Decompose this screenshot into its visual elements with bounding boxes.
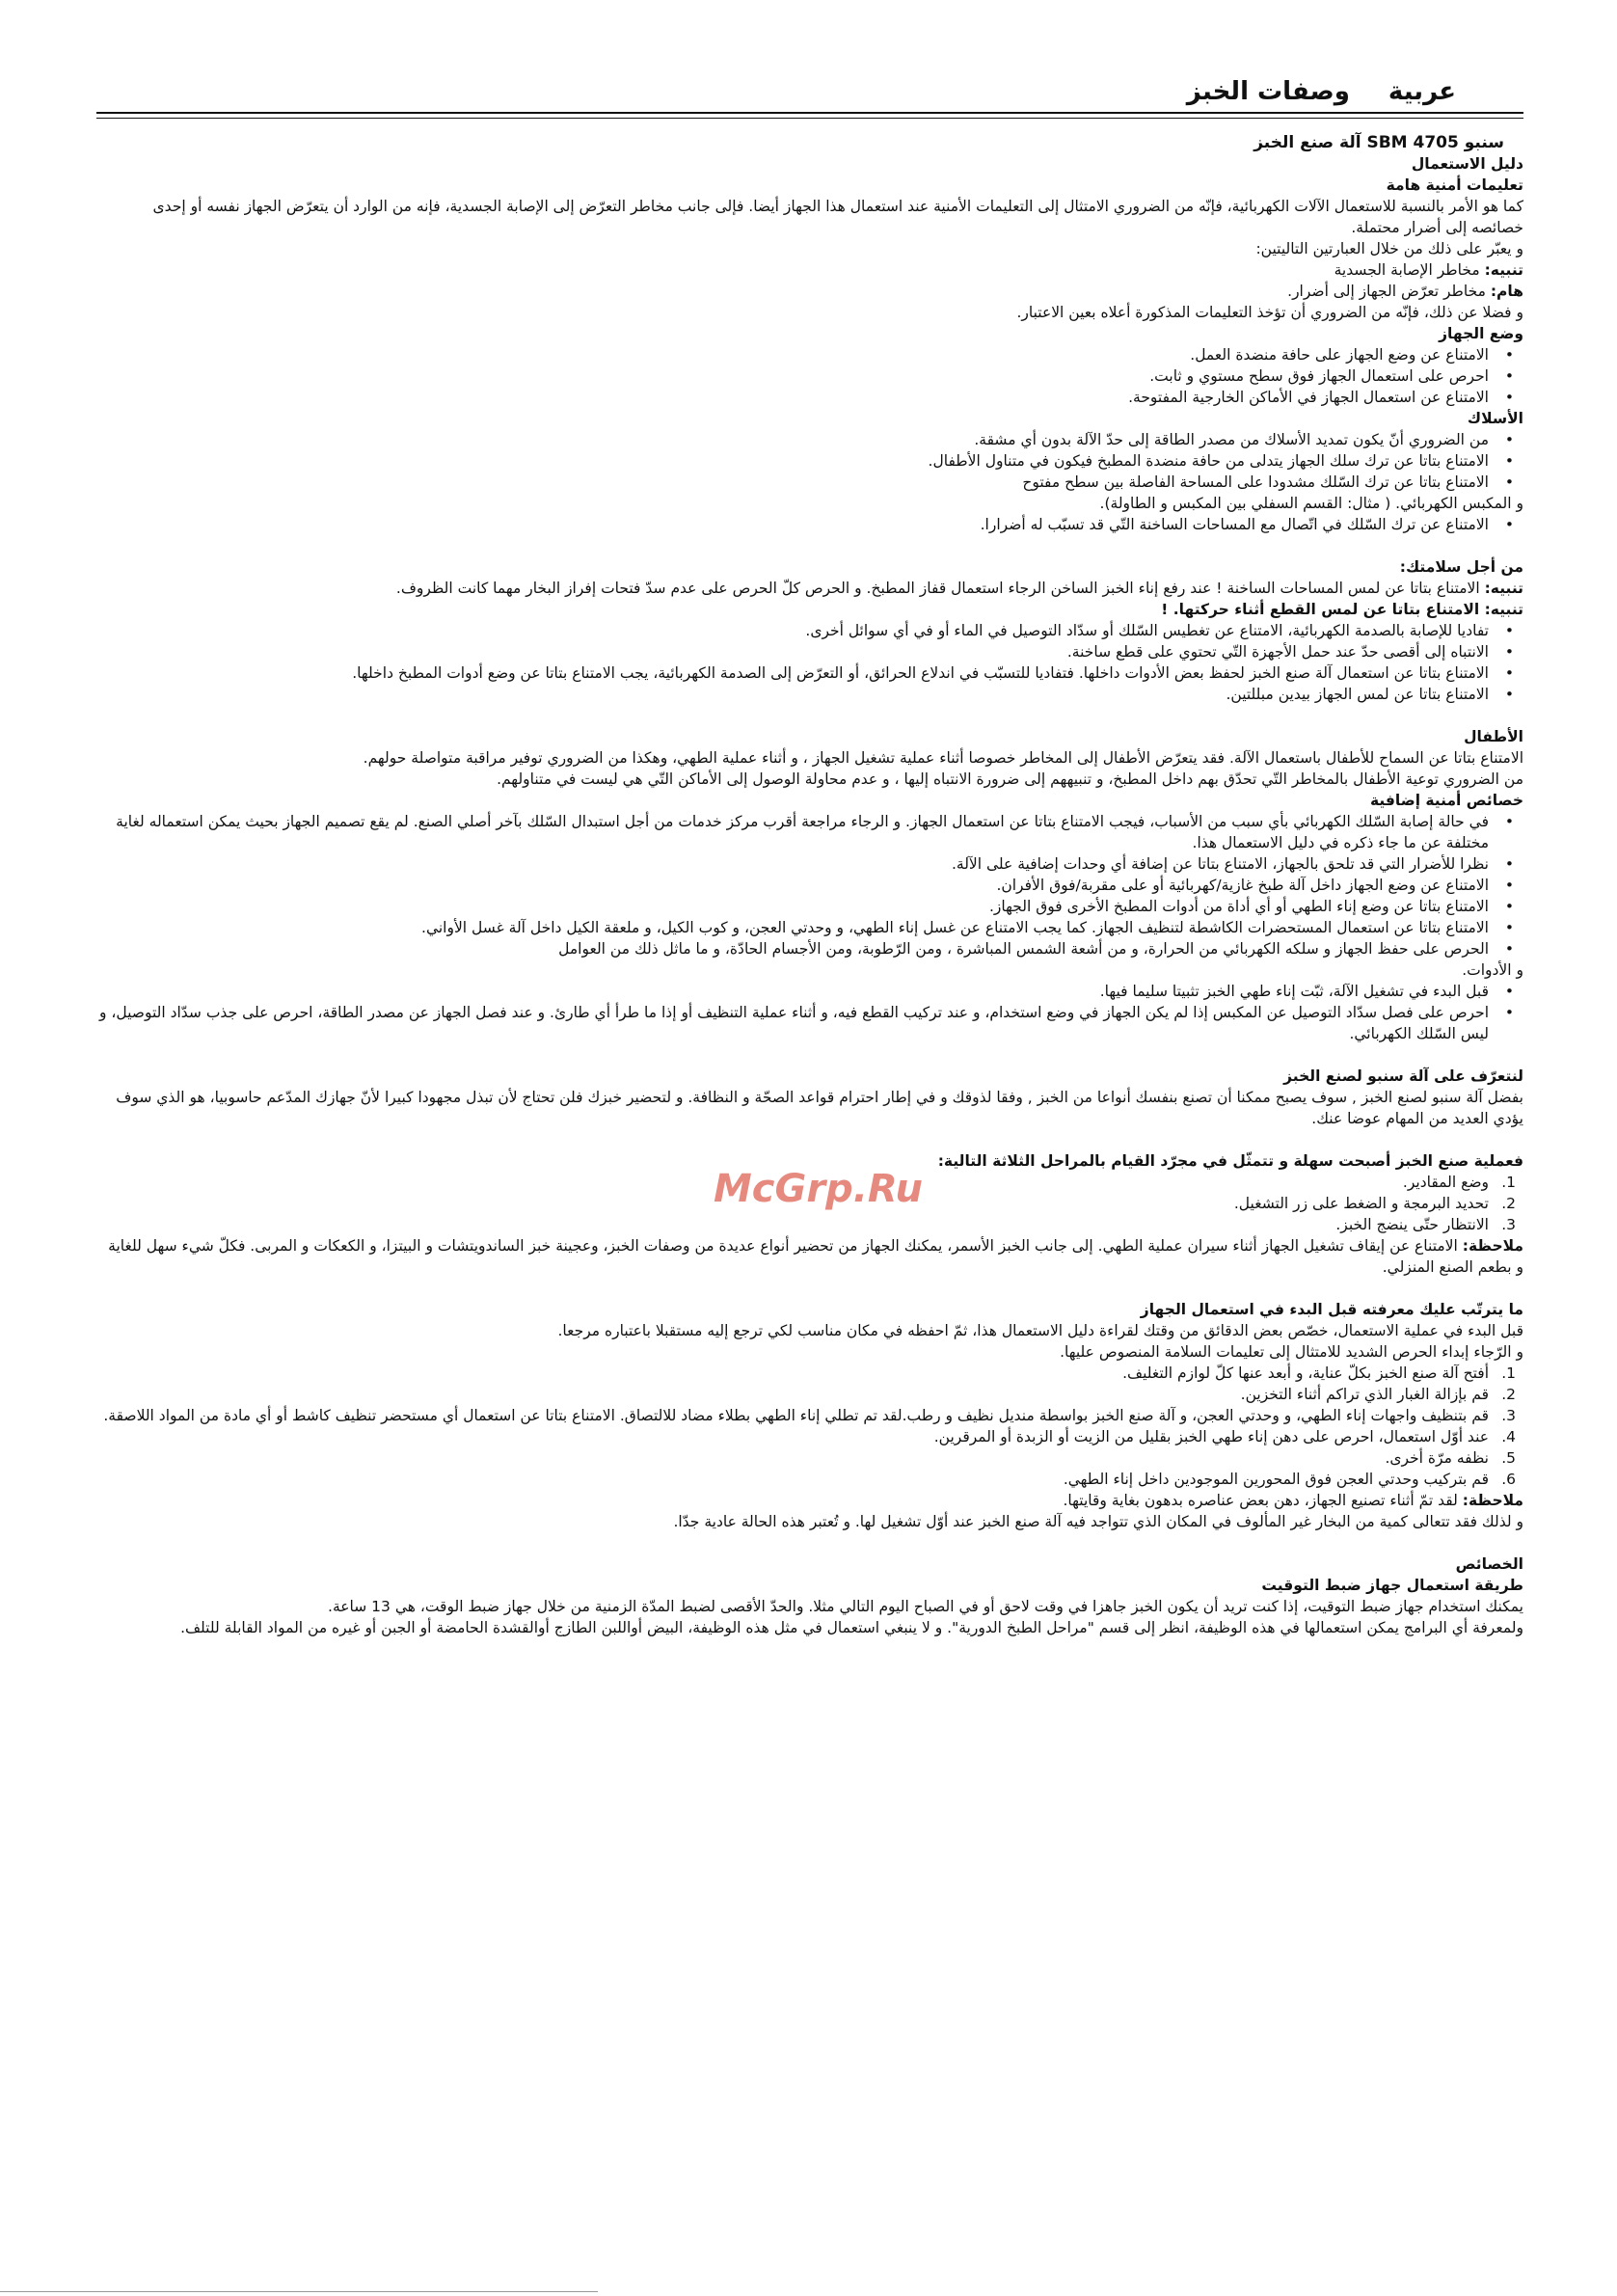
list-item: • الامتناع عن ترك السّلك في اتّصال مع المساحات الساخنة التّي قد تسبّب له أضرارا. — [96, 514, 1489, 535]
step-number: 3. — [1501, 1216, 1516, 1233]
step-text: وضع المقادير. — [1402, 1174, 1489, 1191]
list-item: • الامتناع بتاتا عن وضع إناء الطهي أو أي أداة من أدوات المطبخ الأخرى فوق الجهاز. — [96, 896, 1489, 917]
features-subtitle: طريقة استعمال جهاز ضبط التوقيت — [1261, 1577, 1523, 1594]
warning-line — [96, 578, 1523, 599]
step-number: 4. — [1501, 1428, 1516, 1445]
list-item — [96, 1426, 1516, 1447]
extra-list-2 — [96, 981, 1523, 1044]
important-line — [96, 281, 1523, 302]
features-paragraph: يمكنك استخدام جهاز ضبط التوقيت، إذا كنت تريد أن يكون الخبز جاهزا في وقت لاحق أو في الصباح اليوم التالي مثلا. والحدّ الأقصى لضبط المدّة الزمنية من خلال جهاز ضبط الوقت، هي 13 ساعة. — [328, 1598, 1523, 1615]
list-item: • الحرص على حفظ الجهاز و سلكه الكهربائي من الحرارة، و من أشعة الشمس المباشرة ، ومن الرّطوبة، ومن الأجسام الحادّة، و ما ماثل ذلك من العوامل — [96, 938, 1489, 959]
warning-line — [96, 599, 1523, 620]
placement-title: وضع الجهاز — [1439, 325, 1523, 342]
step-text: تحديد البرمجة و الضغط على زر التشغيل. — [1233, 1195, 1489, 1212]
step-number: 3. — [1501, 1407, 1516, 1424]
list-item: • الامتناع بتاتا عن ترك سلك الجهاز يتدلى من حافة منضدة المطبخ فيكون في متناول الأطفال. — [96, 450, 1489, 472]
footer-divider — [0, 2291, 598, 2292]
header-divider — [96, 114, 1523, 119]
step-number: 6. — [1501, 1471, 1516, 1488]
header-language: عربية — [1388, 77, 1456, 106]
warning-label: تنبيه: — [1484, 601, 1523, 618]
header-title: وصفات الخبز — [1186, 77, 1350, 106]
step-number: 1. — [1501, 1174, 1516, 1191]
process-title: فعملية صنع الخبز أصبحت سهلة و تتمثّل في مجرّد القيام بالمراحل الثلاثة التالية: — [937, 1152, 1523, 1170]
list-item: • الامتناع بتاتا عن استعمال آلة صنع الخبز لحفظ بعض الأدوات داخلها. فتفاديا للتسبّب في اندلاع الحرائق، أو التعرّض إلى الصدمة الكهربائية، يجب الامتناع بتاتا عن وضع أدوات المطبخ داخلها. — [96, 662, 1489, 684]
list-item — [96, 1447, 1516, 1469]
list-item: • في حالة إصابة السّلك الكهربائي بأي سبب من الأسباب، فيجب الامتناع بتاتا عن استعمال الجهاز. و الرجاء مراجعة أقرب مركز خدمات من أجل استبدال السّلك بآخر أصلي الصنع. لم يقع تصميم الجهاز بحيث يمكن استعماله لغاية مختلفة عن ما جاء ذكره في دليل الاستعمال هذا. — [96, 811, 1489, 853]
note-label: ملاحظة: — [1462, 1492, 1523, 1509]
warning-label: تنبيه: — [1484, 261, 1523, 279]
safety-paragraph: و يعبّر على ذلك من خلال العبارتين التاليتين: — [1255, 240, 1523, 257]
warning-text: الامتناع بتاتا عن لمس المساحات الساخنة ! عند رفع إناء الخبز الساخن الرجاء استعمال قفاز المطبخ. و الحرص كلّ الحرص على عدم سدّ فتحات إفراز البخار مهما كانت الظروف. — [395, 580, 1485, 597]
note-text: الامتناع عن إيقاف تشغيل الجهاز أثناء سيران عملية الطهي. إلى جانب الخبز الأسمر، يمكنك الجهاز من تحضير أنواع عديدة من وصفات الخبز، وعجينة خبز الساندويتشات و البيتزا، و الكعكات و المربى. فكلّ شيء سهل للغاية و بطعم الصنع المنزلي. — [108, 1237, 1523, 1276]
list-item: • الامتناع بتاتا عن استعمال المستحضرات الكاشطة لتنظيف الجهاز. كما يجب الامتناع عن غسل إناء الطهي، و وحدتي العجن، و كوب الكيل، و ملعقة الكيل داخل آلة غسل الأواني. — [96, 917, 1489, 938]
list-item — [96, 1214, 1516, 1235]
warning-label: تنبيه: — [1484, 580, 1523, 597]
safety-paragraph: كما هو الأمر بالنسبة للاستعمال الآلات الكهربائية، فإنّه من الضروري الامتثال إلى التعليمات الأمنية عند استعمال هذا الجهاز أيضا. فإلى جانب مخاطر التعرّض إلى الإصابة الجسدية، فإنه من الوارد أن يتعرّض الجهاز نفسه أو إحدى خصائصه إلى أضرار محتملة. — [152, 198, 1523, 236]
step-text: أفتح آلة صنع الخبز بكلّ عناية، و أبعد عنها كلّ لوازم التغليف. — [1122, 1364, 1489, 1382]
cords-note: و المكبس الكهربائي. ( مثال: القسم السفلي بين المكبس و الطاولة). — [1099, 495, 1523, 512]
process-note — [96, 1235, 1523, 1278]
important-text: مخاطر تعرّض الجهاز إلى أضرار. — [1287, 283, 1491, 300]
children-title: الأطفال — [1464, 728, 1523, 745]
step-number: 1. — [1501, 1364, 1516, 1382]
safety-paragraph: و فضلا عن ذلك، فإنّه من الضروري أن تؤخذ التعليمات المذكورة أعلاه بعين الاعتبار. — [1016, 304, 1523, 321]
step-number: 2. — [1501, 1195, 1516, 1212]
list-item: • الامتناع عن استعمال الجهاز في الأماكن الخارجية المفتوحة. — [96, 387, 1489, 408]
list-item: • الامتناع عن وضع الجهاز داخل آلة طبخ غازية/كهربائية أو على مقربة/فوق الأفران. — [96, 875, 1489, 896]
list-item: • الامتناع بتاتا عن لمس الجهاز بيدين مبللتين. — [96, 684, 1489, 705]
extra-note: و الأدوات. — [1462, 961, 1523, 979]
step-text: نظفه مرّة أخرى. — [1385, 1449, 1489, 1467]
step-text: قم بإزالة الغبار الذي تراكم أثناء التخزين. — [1240, 1386, 1489, 1403]
placement-list — [96, 344, 1523, 408]
watermark-text: McGrp.Ru — [714, 1167, 923, 1211]
important-label: هام: — [1490, 283, 1523, 300]
extra-list — [96, 811, 1523, 959]
list-item: • نظرا للأضرار التي قد تلحق بالجهاز، الامتناع بتاتا عن إضافة أي وحدات إضافية على الآلة. — [96, 853, 1489, 875]
before-steps — [96, 1363, 1523, 1490]
cords-list-2 — [96, 514, 1523, 535]
safety2-title: من أجل سلامتك: — [1399, 558, 1523, 576]
step-text: عند أوّل استعمال، احرص على دهن إناء طهي الخبز بقليل من الزيت أو الزبدة أو المرقرين. — [933, 1428, 1489, 1445]
list-item: • احرص على استعمال الجهاز فوق سطح مستوي و ثابت. — [96, 365, 1489, 387]
before-title: ما يترتّب عليك معرفته قبل البدء في استعمال الجهاز — [1140, 1301, 1523, 1318]
list-item — [96, 1363, 1516, 1384]
before-paragraph: و الرّجاء إبداء الحرص الشديد للامتثال إلى تعليمات السلامة المنصوص عليها. — [1060, 1343, 1523, 1361]
before-paragraph: قبل البدء في عملية الاستعمال، خصّص بعض الدقائق من وقتك لقراءة دليل الاستعمال هذا، ثمّ احفظه في مكان مناسب لكي ترجع إليه مستقبلا باعتباره مرجعا. — [557, 1322, 1523, 1339]
features-title: الخصائص — [1455, 1555, 1523, 1573]
list-item: • الامتناع بتاتا عن ترك السّلك مشدودا على المساحة الفاصلة بين سطح مفتوح — [96, 472, 1489, 493]
safety2-list — [96, 620, 1523, 705]
step-number: 5. — [1501, 1449, 1516, 1467]
list-item: • الانتباه إلى أقصى حدّ عند حمل الأجهزة التّي تحتوي على قطع ساخنة. — [96, 641, 1489, 662]
cords-list — [96, 429, 1523, 493]
step-text: الانتظار حتّى ينضج الخبز. — [1335, 1216, 1489, 1233]
children-paragraph: من الضروري توعية الأطفال بالمخاطر التّي تحدّق بهم داخل المطبخ، و تنبيههم إلى ضرورة الانتباه إليها ، و عدم محاولة الوصول إلى الأماكن التّي هي ليست في متناولهم. — [497, 770, 1523, 788]
extra-title: خصائص أمنية إضافية — [1370, 792, 1523, 809]
intro-paragraph: بفضل آلة سنبو لصنع الخبز , سوف يصبح ممكنا أن تصنع بنفسك أنواعا من الخبز , وفقا لذوقك و في إطار احترام قواعد الصحّة و النظافة. و لتحضير خبزك فلن تحتاج لأن تبذل مجهودا كبيرا لأنّ جهازك المدّعم حاسوبيا، هو الذي سوف يؤدي العديد من المهام عوضا عنك. — [116, 1089, 1523, 1127]
safety-title: تعليمات أمنية هامة — [1386, 176, 1523, 194]
step-text: قم بتنظيف واجهات إناء الطهي، و وحدتي العجن، و آلة صنع الخبز بواسطة منديل نظيف و رطب.لقد تم تطلي إناء الطهي بطلاء مضاد للالتصاق. الامتناع بتاتا عن استعمال أي مستحضر تنظيف كاشط أو أي مادة من المواد اللاصقة. — [103, 1407, 1489, 1424]
warning-text: مخاطر الإصابة الجسدية — [1334, 261, 1485, 279]
note-text: لقد تمّ أثناء تصنيع الجهاز، دهن بعض عناصره بدهون بغاية وقايتها. — [1063, 1492, 1463, 1509]
features-paragraph: ولمعرفة أي البرامج يمكن استعمالها في هذه الوظيفة، انظر إلى قسم "مراحل الطبخ الدورية". و لا ينبغي استعمال في مثل هذه الوظيفة، البيض أواللبن الطازج أوالقشدة الحامضة أو الجبن أو غيره من المواد القابلة للتلف. — [180, 1619, 1523, 1636]
list-item — [96, 1384, 1516, 1405]
manual-title: دليل الاستعمال — [1411, 155, 1523, 173]
before-note — [96, 1490, 1523, 1511]
page-header — [96, 77, 1523, 114]
model-line: سنبو SBM 4705 آلة صنع الخبز — [1253, 133, 1504, 152]
list-item: • من الضروري أنّ يكون تمديد الأسلاك من مصدر الطاقة إلى حدّ الآلة بدون أي مشقة. — [96, 429, 1489, 450]
intro-title: لنتعرّف على آلة سنبو لصنع الخبز — [1283, 1067, 1523, 1085]
list-item: • احرص على فصل سدّاد التوصيل عن المكبس إذا لم يكن الجهاز في وضع استخدام، و عند تركيب القطع فيه، و أثناء عملية التنظيف أو إذا ما طرأ أي طارئ. و عند فصل الجهاز عن مصدر الطاقة، احرص على جذب سدّاد التوصيل، و ليس السّلك الكهربائي. — [96, 1002, 1489, 1044]
warning-text: الامتناع بتاتا عن لمس القطع أثناء حركتها. ! — [1161, 601, 1485, 618]
list-item: • تفاديا للإصابة بالصدمة الكهربائية، الامتناع عن تغطيس السّلك أو سدّاد التوصيل في الماء أو في أي سوائل أخرى. — [96, 620, 1489, 641]
document-page — [96, 77, 1523, 1638]
step-text: قم بتركيب وحدتي العجن فوق المحورين الموجودين داخل إناء الطهي. — [1063, 1471, 1489, 1488]
list-item — [96, 1405, 1516, 1426]
note-label: ملاحظة: — [1462, 1237, 1523, 1255]
cords-title: الأسلاك — [1467, 410, 1523, 427]
before-paragraph: و لذلك فقد تتعالى كمية من البخار غير المألوف في المكان الذي تتواجد فيه آلة صنع الخبز عند أوّل تشغيل لها. و تُعتبر هذه الحالة عادية جدّا. — [673, 1513, 1523, 1530]
children-paragraph: الامتناع بتاتا عن السماح للأطفال باستعمال الآلة. فقد يتعرّض الأطفال إلى المخاطر خصوصا أثناء عملية تشغيل الجهاز ، و أثناء عملية الطهي، وهكذا من الضروري توفير مراقبة متواصلة حولهم. — [363, 749, 1523, 767]
list-item — [96, 1469, 1516, 1490]
warning-line — [96, 259, 1523, 281]
list-item: • قبل البدء في تشغيل الآلة، ثبّت إناء طهي الخبز تثبيتا سليما فيها. — [96, 981, 1489, 1002]
step-number: 2. — [1501, 1386, 1516, 1403]
list-item: • الامتناع عن وضع الجهاز على حافة منضدة العمل. — [96, 344, 1489, 365]
